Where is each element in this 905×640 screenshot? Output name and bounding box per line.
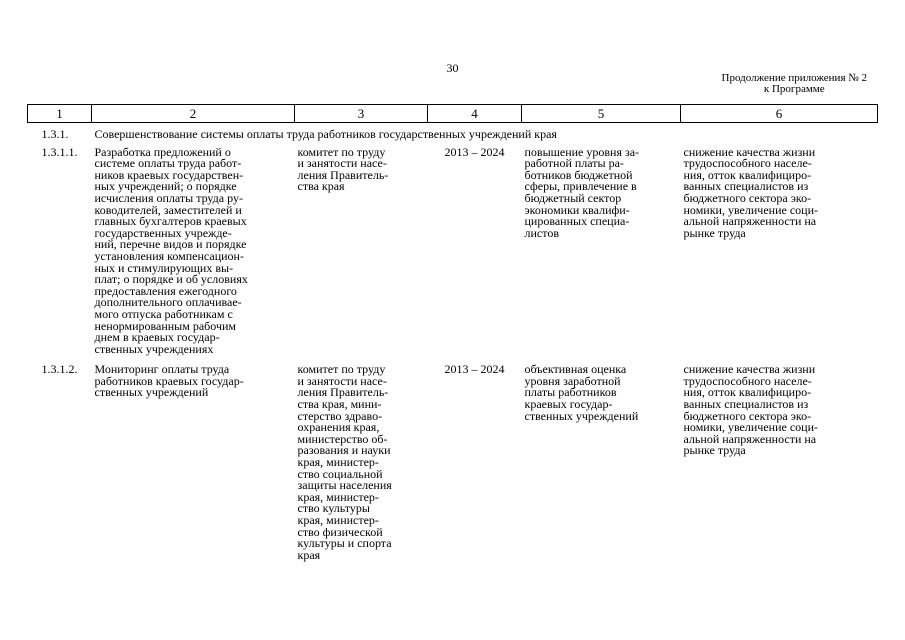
cell-line: предоставления ежегодного <box>94 283 237 298</box>
column-header: 2 <box>92 105 295 123</box>
cell-line: края <box>297 547 321 562</box>
page-number: 30 <box>446 61 459 75</box>
cell-line: ственных учреждений <box>94 385 209 400</box>
cell-line: сферы, привлечение в <box>524 179 637 194</box>
cell-line: установления компенсацион- <box>94 248 244 263</box>
cell-line: ных учреждений; о порядке <box>94 179 237 194</box>
cell-line: ванных специалистов из <box>683 397 809 412</box>
cell-line: экономики квалифи- <box>524 202 630 217</box>
cell-line: министерство об- <box>297 431 388 446</box>
appendix-note-line1: Продолжение приложения № 2 <box>721 72 867 84</box>
cell-line: номики, увеличение соци- <box>683 202 818 217</box>
cell-line: номики, увеличение соци- <box>683 420 818 435</box>
cell-line: ников краевых государствен- <box>94 167 244 182</box>
cell-line: ненормированным рабочим <box>94 318 237 333</box>
cell-line: повышение уровня за- <box>524 144 640 159</box>
column-header: 3 <box>295 105 428 123</box>
cell-line: ния, отток квалифициро- <box>683 167 812 182</box>
cell-line: края, министер- <box>297 489 379 504</box>
cell-line: бюджетного сектора эко- <box>683 408 812 423</box>
column-header: 5 <box>522 105 681 123</box>
cell-line: комитет по труду <box>297 362 386 377</box>
cell-line: и занятости насе- <box>297 156 387 171</box>
row-number: 1.3.1.1. <box>41 144 78 159</box>
row-number: 1.3.1.2. <box>41 362 78 377</box>
cell-line: дополнительного оплачивае- <box>94 295 242 310</box>
cell-line: края, министер- <box>297 455 379 470</box>
cell-line: ления Правитель- <box>297 385 389 400</box>
cell-line: ство физической <box>297 524 383 539</box>
cell-line: комитет по труду <box>297 144 386 159</box>
cell-line: снижение качества жизни <box>683 144 816 159</box>
cell-line: ственных учреждений <box>524 408 639 423</box>
cell-line: снижение качества жизни <box>683 362 816 377</box>
cell-line: мого отпуска работникам с <box>94 306 233 321</box>
cell-line: плат; о порядке и об условиях <box>94 272 248 287</box>
cell-line: исчисления оплаты труда ру- <box>94 190 243 205</box>
cell-line: главных бухгалтеров краевых <box>94 214 247 229</box>
period-cell: 2013 – 2024 <box>444 362 505 377</box>
cell-line: ления Правитель- <box>297 167 389 182</box>
column-header: 6 <box>681 105 878 123</box>
cell-line: ственных учреждениях <box>94 341 214 356</box>
cell-line: края, министер- <box>297 513 379 527</box>
cell-line: ний, перечне видов и порядке <box>94 237 247 252</box>
program-table <box>27 104 878 561</box>
cell-line: платы работников <box>524 385 617 400</box>
cell-line: Разработка предложений о <box>94 144 231 159</box>
header-row <box>28 105 878 123</box>
column-header: 1 <box>28 105 92 123</box>
result-cell <box>522 145 681 363</box>
section-row <box>28 123 878 145</box>
cell-line: культуры и спорта <box>297 536 392 551</box>
cell-line: ководителей, заместителей и <box>94 202 242 217</box>
activity-cell <box>92 145 295 363</box>
cell-line: работников краевых государ- <box>94 373 244 388</box>
cell-line: и занятости насе- <box>297 373 387 388</box>
consequences-cell <box>681 145 878 363</box>
cell-line: бюджетный сектор <box>524 190 622 205</box>
cell-line: охранения края, <box>297 420 380 435</box>
cell-line: системе оплаты труда работ- <box>94 156 242 171</box>
cell-line: ботников бюджетной <box>524 167 633 182</box>
table-row <box>28 145 878 363</box>
cell-line: трудоспособного населе- <box>683 156 812 171</box>
cell-line: разования и науки <box>297 443 391 458</box>
cell-line: трудоспособного населе- <box>683 373 812 388</box>
cell-line: краевых государ- <box>524 397 613 412</box>
cell-line: днем в краевых государ- <box>94 330 220 345</box>
table-row <box>28 362 878 561</box>
cell-line: стерство здраво- <box>297 408 383 423</box>
cell-line: работной платы ра- <box>524 156 624 171</box>
executor-cell <box>295 362 428 561</box>
column-header: 4 <box>428 105 522 123</box>
cell-line: уровня заработной <box>524 373 621 388</box>
cell-line: альной напряженности на <box>683 214 817 229</box>
appendix-note <box>722 73 867 95</box>
cell-line: государственных учрежде- <box>94 225 232 240</box>
cell-line: Мониторинг оплаты труда <box>94 362 230 377</box>
cell-line: защиты населения <box>297 478 392 493</box>
appendix-note-line2: к Программе <box>763 83 825 95</box>
section-number: 1.3.1. <box>41 127 69 141</box>
cell-line: ства края <box>297 179 345 194</box>
cell-line: ния, отток квалифициро- <box>683 385 812 400</box>
cell-line: рынке труда <box>683 443 746 458</box>
cell-line: альной напряженности на <box>683 431 817 446</box>
result-cell <box>522 362 681 561</box>
cell-line: ванных специалистов из <box>683 179 809 194</box>
cell-line: объективная оценка <box>524 362 627 377</box>
cell-line: бюджетного сектора эко- <box>683 190 812 205</box>
section-title: Совершенствование системы оплаты труда работников государственных учреждений края <box>94 127 557 141</box>
cell-line: ство культуры <box>297 501 370 516</box>
executor-cell <box>295 145 428 363</box>
consequences-cell <box>681 362 878 561</box>
activity-cell <box>92 362 295 561</box>
cell-line: ства края, мини- <box>297 397 382 412</box>
period-cell: 2013 – 2024 <box>444 144 505 159</box>
cell-line: цированных специа- <box>524 214 630 229</box>
cell-line: листов <box>524 225 559 240</box>
cell-line: ство социальной <box>297 466 383 481</box>
cell-line: ных и стимулирующих вы- <box>94 260 234 275</box>
cell-line: рынке труда <box>683 225 746 240</box>
